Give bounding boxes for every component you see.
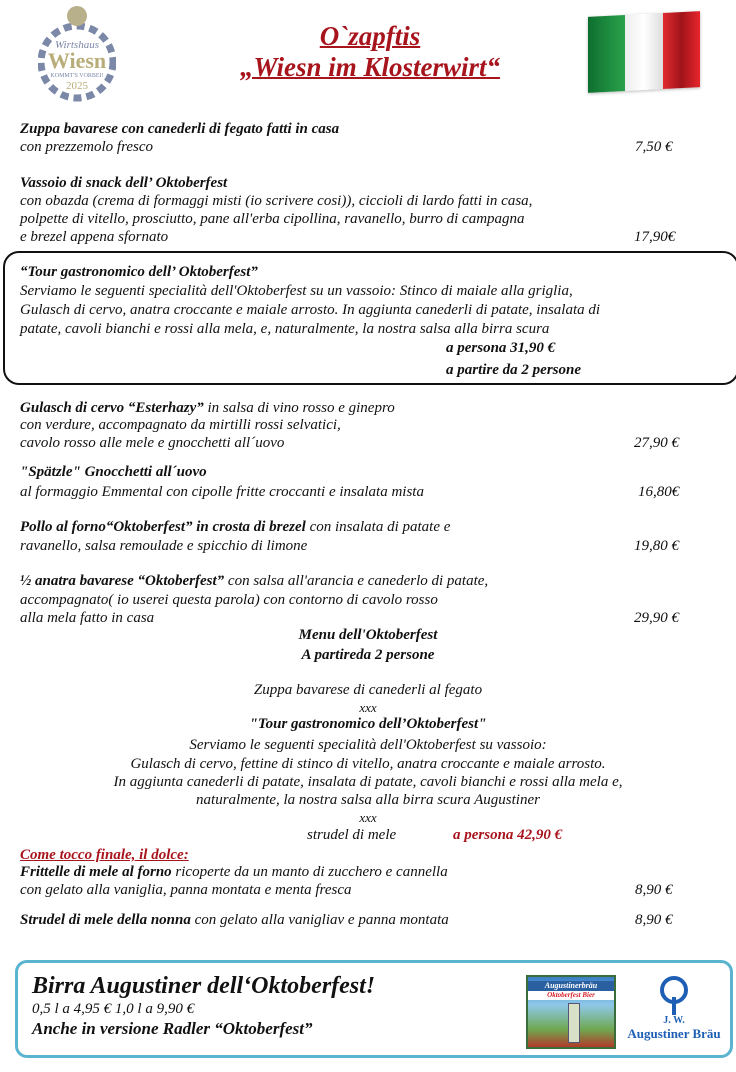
beer-radler: Anche in versione Radler “Oktoberfest” [32, 1019, 313, 1038]
item-desc: polpette di vitello, prosciutto, pane all'erba cipollina, ravanello, burro di campagna [20, 211, 525, 227]
augustiner-poster [526, 975, 616, 1049]
item-desc: con verdure, accompagnato da mirtilli rossi selvatici, [20, 417, 341, 433]
page-title-line1: O`zapftis [319, 21, 421, 51]
poster-text: Oktoberfest Bier [528, 991, 614, 1000]
item-desc: ravanello, salsa remoulade e spicchio di limone [20, 538, 308, 554]
italian-flag [588, 11, 700, 93]
menu-tour-desc: Serviamo le seguenti specialità dell'Oktoberfest su vassoio: [189, 737, 547, 753]
dessert-heading: Come tocco finale, il dolce: [20, 847, 189, 863]
menu-tour-desc: Gulasch di cervo, fettine di stinco di vitello, anatra croccante e maiale arrosto. [130, 756, 606, 772]
menu-tour-desc: naturalmente, la nostra salsa alla birra scura Augustiner [196, 792, 540, 808]
item-desc: con prezzemolo fresco [20, 139, 154, 155]
menu-course-1: Zuppa bavarese di canederli al fegato [253, 682, 483, 698]
tour-price: a persona 31,90 € [446, 340, 556, 356]
brand-text: J. W. [663, 1015, 685, 1026]
item-title: "Spätzle" Gnocchetti all´uovo [20, 464, 207, 480]
brand-text: Augustiner Bräu [627, 1026, 721, 1041]
menu-tour-title: "Tour gastronomico dell’Oktoberfest" [249, 716, 487, 732]
item-title: Vassoio di snack dell’ Oktoberfest [20, 175, 228, 191]
item-price: 16,80€ [638, 484, 680, 500]
item-desc: accompagnato( io userei questa parola) con contorno di cavolo rosso [20, 592, 438, 608]
item-price: 19,80 € [634, 538, 679, 554]
logo-text-year: 2025 [66, 80, 88, 92]
tour-desc: Gulasch di cervo, anatra croccante e maiale arrosto. In aggiunta canederli di patate, insalata di [20, 302, 601, 318]
menu-separator: xxx [359, 700, 377, 715]
item-title: ½ anatra bavarese “Oktoberfest” con salsa all'arancia e canederlo di patate, [20, 573, 489, 589]
item-title: Strudel di mele della nonna con gelato alla vanigliav e panna montata [20, 912, 449, 928]
augustiner-brand-logo [620, 975, 728, 1047]
item-desc: cavolo rosso alle mele e gnocchetti all´uovo [20, 435, 285, 451]
beer-prices: 0,5 l a 4,95 € 1,0 l a 9,90 € [32, 1001, 195, 1017]
tour-min: a partire da 2 persone [446, 362, 581, 378]
poster-text: Augustinerbräu [528, 981, 614, 991]
tour-title: “Tour gastronomico dell’ Oktoberfest” [20, 264, 258, 280]
item-price: 29,90 € [634, 610, 679, 626]
item-price: 27,90 € [634, 435, 679, 451]
menu-separator: xxx [359, 810, 377, 825]
logo-text-wiesn: Wiesn [47, 48, 107, 73]
logo-text-slogan: KOMMT'S VORBEI! [50, 73, 104, 79]
item-title: Frittelle di mele al forno ricoperte da un manto di zucchero e cannella [20, 864, 448, 880]
menu-price: a persona 42,90 € [453, 827, 563, 843]
tour-desc: patate, cavoli bianchi e rossi alla mela, e, naturalmente, la nostra salsa alla birra scura [20, 321, 550, 337]
item-title: Pollo al forno“Oktoberfest” in crosta di brezel con insalata di patate e [20, 519, 451, 535]
item-desc: con obazda (crema di formaggi misti (io scrivere cosi)), ciccioli di lardo fatti in casa, [20, 193, 533, 209]
page-title-line2: „Wiesn im Klosterwirt“ [239, 52, 501, 82]
beer-title: Birra Augustiner dell‘Oktoberfest! [32, 973, 376, 999]
tour-desc: Serviamo le seguenti specialità dell'Oktoberfest su un vassoio: Stinco di maiale alla griglia, [20, 283, 573, 299]
augustiner-emblem-icon [654, 975, 694, 1015]
item-desc: e brezel appena sfornato [20, 229, 169, 245]
menu-subtitle: A partireda 2 persone [301, 647, 435, 663]
wiesn-logo [38, 4, 116, 112]
item-price: 8,90 € [635, 912, 673, 928]
item-desc: con gelato alla vaniglia, panna montata e menta fresca [20, 882, 352, 898]
menu-tour-desc: In aggiunta canederli di patate, insalata di patate, cavoli bianchi e rossi alla mela e, [113, 774, 623, 790]
item-desc: alla mela fatto in casa [20, 610, 155, 626]
item-title: Zuppa bavarese con canederli di fegato fatti in casa [20, 121, 340, 137]
item-price: 7,50 € [635, 139, 673, 155]
item-price: 17,90€ [634, 229, 676, 245]
item-price: 8,90 € [635, 882, 673, 898]
menu-title: Menu dell'Oktoberfest [298, 627, 438, 643]
logo-text-wirtshaus: Wirtshaus [54, 39, 99, 51]
item-desc: al formaggio Emmental con cipolle fritte croccanti e insalata mista [20, 484, 424, 500]
menu-dessert: strudel di mele [307, 827, 397, 843]
item-title: Gulasch di cervo “Esterhazy” in salsa di vino rosso e ginepro [20, 400, 395, 416]
